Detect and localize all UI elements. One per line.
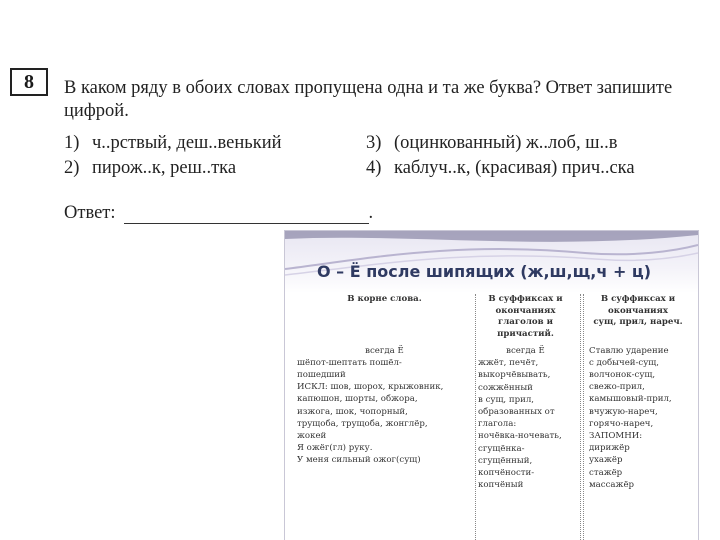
rule-table	[297, 294, 687, 540]
column-header-line: В суффиксах и	[600, 294, 676, 304]
column-header	[297, 294, 472, 306]
column-line: всегда Ё	[365, 345, 404, 356]
column-line: изжога, шок, чопорный,	[297, 406, 408, 417]
answer-field[interactable]	[124, 207, 369, 224]
column-header-line: В суффиксах и	[488, 294, 563, 304]
column-header-line: окончаниях	[495, 305, 556, 316]
column-line: пошедший	[297, 369, 346, 380]
column-line: выкорчёвывать,	[478, 370, 551, 381]
question-text: В каком ряду в обоих словах пропущена одна и та же буква? Ответ запишите цифрой.	[64, 78, 673, 121]
column-line: дирижёр	[589, 443, 630, 454]
column-line: образованных от	[478, 407, 555, 418]
task-number-box	[10, 68, 48, 96]
option-3-text: (оцинкованный) ж..лоб, ш..в	[394, 133, 618, 153]
column-line: волчонок-сущ,	[589, 369, 656, 380]
column-line: Ставлю ударение	[589, 345, 669, 356]
column-line: сгущёнка-	[478, 443, 525, 454]
option-2-number: 2)	[64, 158, 80, 178]
rule-slide	[285, 231, 698, 540]
table-divider	[475, 294, 476, 540]
option-3	[366, 133, 617, 154]
column-header-line: окончаниях	[608, 305, 668, 316]
option-1	[64, 133, 282, 154]
column-body	[297, 345, 472, 467]
column-body	[589, 345, 687, 491]
column-line: свежо-прил,	[589, 382, 645, 393]
column-line: вчужую-нареч,	[589, 406, 658, 417]
option-4-text: каблуч..к, (красивая) прич..ска	[394, 158, 635, 178]
column-body	[478, 345, 573, 491]
column-line: Я ожёг(гл) руку.	[297, 443, 373, 454]
column-line: горячо-нареч,	[589, 418, 654, 429]
column-line: жокей	[297, 430, 327, 441]
option-4-number: 4)	[366, 158, 382, 178]
column-line: ухажёр	[589, 455, 623, 466]
answer-label: Ответ:	[64, 203, 116, 223]
column-line: массажёр	[589, 479, 635, 490]
column-header-line: В корне слова.	[347, 294, 422, 304]
column-line: ИСКЛ: шов, шорох, крыжовник,	[297, 382, 444, 393]
table-divider	[580, 294, 581, 540]
task-number: 8	[24, 70, 34, 93]
column-root	[297, 294, 472, 467]
column-header-line: сущ, прил, нареч.	[593, 317, 683, 327]
column-line: копчёности-	[478, 468, 535, 479]
answer-suffix: .	[368, 203, 374, 223]
column-line: в сущ, прил,	[478, 394, 535, 405]
table-divider	[583, 294, 584, 540]
option-1-text: ч..рствый, деш..венький	[92, 133, 282, 153]
answer-row	[64, 203, 373, 224]
slide-header	[285, 231, 698, 293]
column-line: камышовый-прил,	[589, 394, 672, 405]
column-line: шёпот-шептать пошёл-	[297, 357, 402, 368]
column-line: сожжённый	[478, 382, 533, 393]
column-line: ЗАПОМНИ:	[589, 430, 643, 441]
column-noun-suffixes	[589, 294, 687, 491]
option-1-number: 1)	[64, 133, 80, 153]
column-line: жжёт, печёт,	[478, 358, 539, 369]
column-line: с добычей-сущ,	[589, 357, 660, 368]
option-2-text: пирож..к, реш..тка	[92, 158, 237, 178]
option-2	[64, 158, 236, 179]
column-line: сгущённый,	[478, 455, 533, 466]
column-line: У меня сильный ожог(сущ)	[297, 455, 421, 466]
column-line: стажёр	[589, 467, 623, 478]
column-line: ночёвка-ночевать,	[478, 431, 562, 442]
column-header	[478, 294, 573, 340]
column-line: трущоба, трущоба, жонглёр,	[297, 418, 428, 429]
column-line: копчёный	[478, 480, 524, 491]
slide-title: О – Ё после шипящих (ж,ш,щ,ч + ц)	[317, 262, 652, 281]
option-3-number: 3)	[366, 133, 382, 153]
column-line: капюшон, шорты, обжора,	[297, 394, 418, 405]
column-verb-suffixes	[478, 294, 573, 491]
column-line: всегда Ё	[506, 346, 545, 356]
column-header-line: глаголов и	[497, 317, 554, 327]
column-header	[589, 294, 687, 329]
column-header-line: причастий.	[497, 328, 554, 339]
option-4	[366, 158, 635, 179]
column-line: глагола:	[478, 419, 517, 430]
